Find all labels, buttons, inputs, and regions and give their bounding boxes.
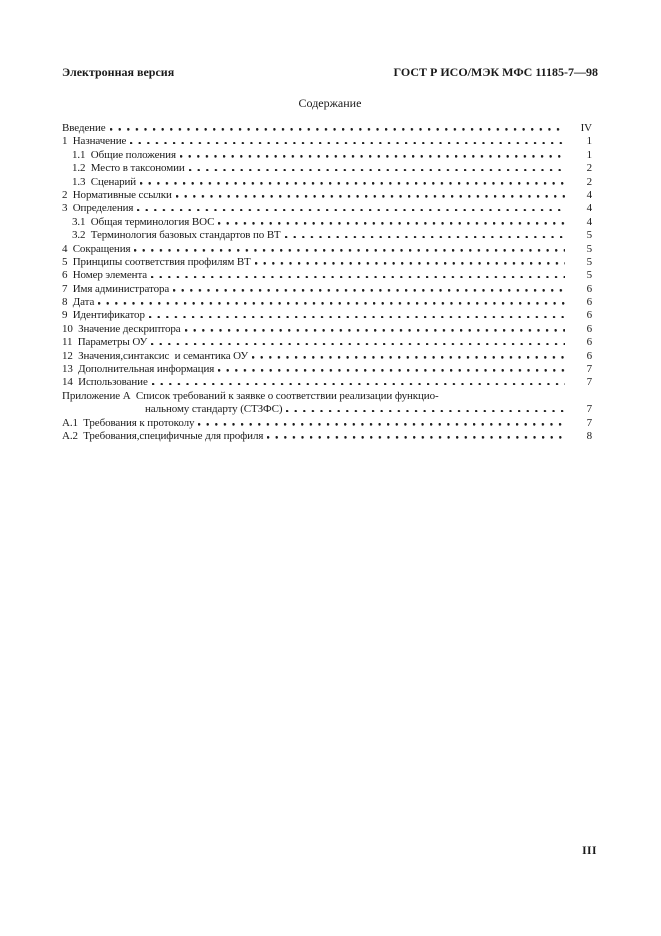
toc-entry [62,243,592,256]
toc-entry-page: 4 [586,188,592,201]
dot-leader [98,302,565,305]
toc-entry [62,283,592,296]
toc-entry [62,350,592,363]
toc-entry-label: 12 Значения,синтаксис и семантика ОУ [62,349,249,362]
toc-entry [62,202,592,215]
dot-leader [176,195,565,198]
toc-entry-page: 5 [586,269,592,282]
toc-entry-page: 4 [586,202,592,215]
toc-entry-label: 1 Назначение [62,135,127,148]
dot-leader [173,289,565,292]
toc-entry [62,309,592,322]
toc-entry-label: А.1 Требования к протоколу [62,416,195,429]
dot-leader [267,436,565,439]
toc-entry [62,162,592,175]
toc-entry-label: 1.2 Место в таксономии [72,162,185,175]
toc-entry-label: 1.1 Общие положения [72,148,176,161]
toc-entry-label: 14 Использование [62,376,148,389]
toc-entry [62,296,592,309]
toc-entry [62,363,592,376]
dot-leader [218,222,565,225]
dot-leader [140,182,565,185]
toc-entry-page: 7 [586,363,592,376]
toc-entry-label: 2 Нормативные ссылки [62,188,172,201]
page-number: III [582,845,597,857]
toc-entry-page: 5 [586,255,592,268]
toc-entry-label: Приложение А Список требований к заявке о соответствии реализации функцио- [62,389,439,402]
toc-entry [62,229,592,242]
toc-entry-label: 1.3 Сценарий [72,175,137,188]
toc-entry [62,216,592,229]
dot-leader [185,329,565,332]
toc-entry-page: 7 [586,416,592,429]
toc-entry-page: 2 [586,162,592,175]
toc-entry-label: 3.1 Общая терминология ВОС [72,215,215,228]
toc-entry-page: 6 [586,296,592,309]
dot-leader [149,316,565,319]
toc-entry-page: 2 [586,175,592,188]
toc-entry [62,323,592,336]
toc-entry [62,122,592,135]
toc-entry-page: IV [580,122,592,134]
dot-leader [286,410,565,413]
toc-entry-label: 6 Номер элемента [62,269,148,282]
dot-leader [151,276,565,279]
toc-entry [62,336,592,349]
header-edition-label: Электронная версия [62,65,175,79]
dot-leader [218,369,565,372]
page-title: Содержание [298,96,362,110]
toc-entry-page: 5 [586,229,592,242]
toc-entry-label: 11 Параметры ОУ [62,336,148,349]
toc-entry-label: 3.2 Терминология базовых стандартов по ВТ [72,229,281,242]
dot-leader [255,262,565,265]
toc-entry [62,256,592,269]
page-header [62,65,598,79]
dot-leader [137,209,565,212]
dot-leader [152,383,565,386]
toc-entry-label: 3 Определения [62,202,134,215]
toc-entry-page: 5 [586,242,592,255]
toc-entry [62,269,592,282]
header-standard-number: ГОСТ Р ИСО/МЭК МФС 11185-7—98 [393,65,598,79]
toc-entry-label: 8 Дата [62,296,95,309]
toc-entry [62,430,592,443]
table-of-contents [62,122,598,443]
toc-entry-label: 9 Идентификатор [62,309,145,322]
toc-entry-label: 4 Сокращения [62,242,131,255]
toc-entry [62,135,592,148]
toc-entry-page: 1 [586,135,592,148]
toc-entry-label: Введение [62,122,106,134]
dot-leader [285,236,565,239]
toc-entry [62,403,592,416]
toc-entry-page: 6 [586,336,592,349]
dot-leader [198,423,565,426]
toc-entry [62,176,592,189]
toc-entry-page: 6 [586,349,592,362]
toc-entry-label: 5 Принципы соответствия профилям ВТ [62,255,251,268]
toc-entry [62,417,592,430]
toc-entry-label: 10 Значение дескриптора [62,322,181,335]
dot-leader [130,142,565,145]
dot-leader [252,356,565,359]
toc-entry [62,376,592,389]
toc-entry-label: А.2 Требования,специфичные для профиля [62,429,264,442]
toc-entry-page: 7 [586,403,592,416]
toc-entry-label: 13 Дополнительная информация [62,363,215,376]
toc-entry [62,189,592,202]
dot-leader [134,249,565,252]
dot-leader [151,343,565,346]
toc-entry-page: 6 [586,282,592,295]
toc-entry-page: 1 [586,148,592,161]
dot-leader [189,169,565,172]
dot-leader [180,155,565,158]
toc-entry-page: 6 [586,309,592,322]
toc-entry-page: 6 [586,322,592,335]
toc-entry [62,149,592,162]
toc-entry-label: нальному стандарту (СТЗФС) [145,403,283,416]
toc-entry-page: 4 [586,215,592,228]
dot-leader [439,396,592,399]
toc-entry [62,390,592,403]
dot-leader [110,128,565,131]
toc-entry-page: 8 [586,429,592,442]
toc-entry-label: 7 Имя администратора [62,282,170,295]
toc-entry-page: 7 [586,376,592,389]
